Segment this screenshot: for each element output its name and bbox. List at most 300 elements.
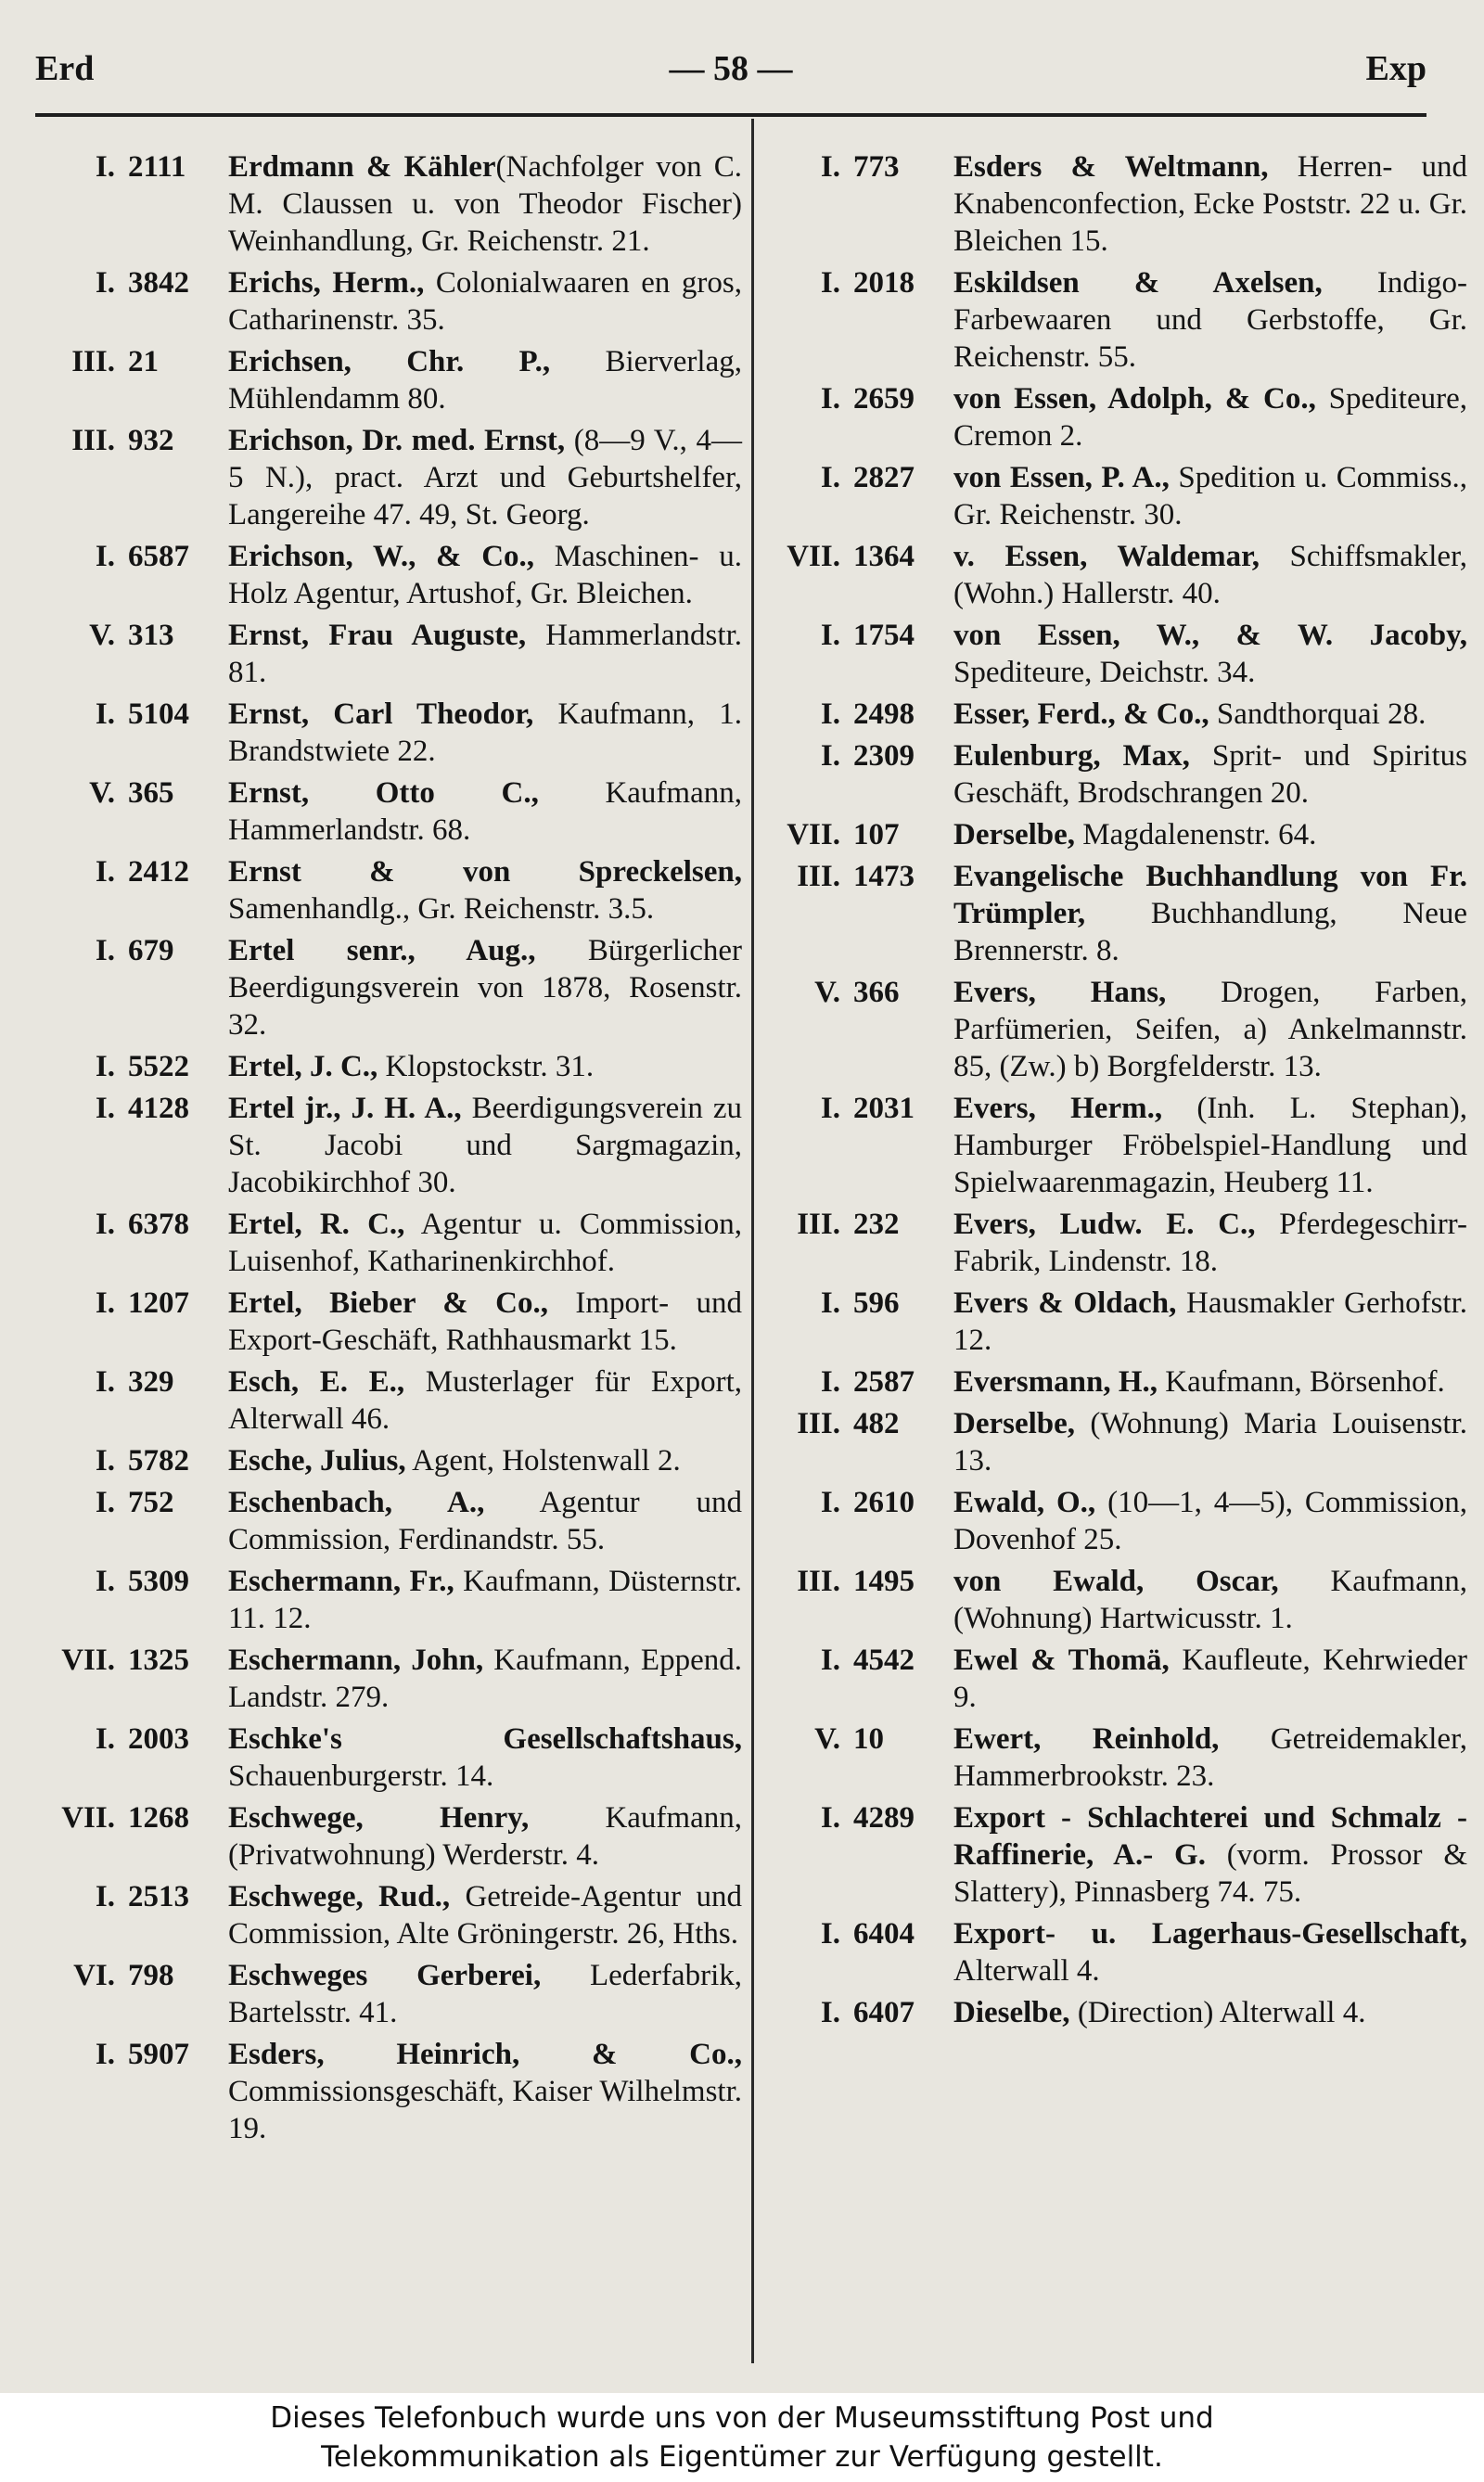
directory-entry: [37, 1642, 742, 1716]
directory-entry: [37, 696, 742, 770]
phone-number: [762, 858, 953, 895]
entry-details: Agent, Holstenwall 2.: [405, 1444, 681, 1478]
entry-details: Agentur und Commission, Ferdinandstr. 55.: [228, 1486, 742, 1556]
entry-details: Kaufmann, (Privatwohnung) Werderstr. 4.: [228, 1801, 742, 1872]
subscriber-name: Ernst & von Spreckelsen,: [228, 855, 742, 889]
entry-description: [228, 1563, 742, 1637]
entry-details: Kaufmann, Hammerlandstr. 68.: [228, 776, 742, 847]
subscriber-number: 773: [853, 150, 900, 184]
subscriber-name: Ertel, R. C.,: [228, 1208, 405, 1241]
directory-entry: [762, 974, 1467, 1085]
exchange-district: I.: [95, 1486, 115, 1519]
exchange-district: I.: [95, 1880, 115, 1913]
phone-number: [762, 1642, 953, 1679]
subscriber-name: Esser, Ferd., & Co.,: [953, 697, 1209, 731]
subscriber-number: 5907: [128, 2038, 189, 2071]
phone-number: [762, 1915, 953, 1952]
entry-description: [228, 1048, 742, 1085]
subscriber-number: 2309: [853, 739, 915, 773]
directory-entry: [762, 459, 1467, 533]
entry-details: Bierverlag, Mühlendamm 80.: [228, 345, 742, 416]
directory-entry: [37, 1442, 742, 1479]
phone-number: [37, 343, 228, 380]
subscriber-number: 4542: [853, 1644, 915, 1677]
phone-number: [37, 1484, 228, 1521]
entry-description: [953, 1994, 1467, 2031]
exchange-district: I.: [820, 461, 840, 494]
directory-entry: [37, 422, 742, 533]
subscriber-name: von Ewald, Oscar,: [953, 1565, 1279, 1598]
exchange-district: I.: [820, 1996, 840, 2029]
exchange-district: I.: [95, 1365, 115, 1399]
entry-description: [228, 343, 742, 417]
subscriber-name: Ertel senr., Aug.,: [228, 934, 536, 967]
subscriber-number: 1207: [128, 1286, 189, 1320]
phone-number: [762, 696, 953, 733]
footer-line-2: Telekommunikation als Eigentümer zur Verfügung gestellt.: [321, 2440, 1163, 2474]
footer-notice: [0, 2393, 1484, 2482]
entry-details: Kaufmann, Düsternstr. 11. 12.: [228, 1565, 742, 1635]
phone-number: [37, 1878, 228, 1915]
subscriber-number: 5309: [128, 1565, 189, 1598]
subscriber-name: Eschenbach, A.,: [228, 1486, 485, 1519]
exchange-district: VII.: [61, 1644, 115, 1677]
subscriber-name: Ertel jr., J. H. A.,: [228, 1092, 462, 1125]
exchange-district: I.: [820, 150, 840, 184]
subscriber-number: 2498: [853, 697, 915, 731]
phone-number: [37, 774, 228, 812]
subscriber-name: Ernst, Otto C.,: [228, 776, 539, 810]
directory-entry: [762, 1363, 1467, 1401]
subscriber-name: Eschermann, John,: [228, 1644, 484, 1677]
entry-details: Spedition u. Commiss., Gr. Reichenstr. 30.: [953, 461, 1467, 531]
header-left-keyword: Erd: [35, 49, 95, 88]
subscriber-number: 2659: [853, 382, 915, 416]
subscriber-name: Eschermann, Fr.,: [228, 1565, 454, 1598]
exchange-district: I.: [95, 855, 115, 889]
subscriber-name: Esche, Julius,: [228, 1444, 406, 1478]
directory-entry: [762, 380, 1467, 454]
entry-description: [228, 853, 742, 928]
subscriber-name: Evers, Ludw. E. C.,: [953, 1208, 1256, 1241]
entry-description: [953, 1206, 1467, 1280]
subscriber-name: Esders & Weltmann,: [953, 150, 1269, 184]
entry-description: [228, 422, 742, 533]
subscriber-name: Ewert, Reinhold,: [953, 1722, 1220, 1756]
phone-number: [37, 1363, 228, 1401]
entry-description: [228, 1363, 742, 1438]
entry-description: [228, 617, 742, 691]
phone-number: [762, 737, 953, 774]
subscriber-name: Ertel, J. C.,: [228, 1050, 378, 1083]
directory-entry: [37, 343, 742, 417]
directory-entry: [37, 853, 742, 928]
subscriber-name: Erichson, W., & Co.,: [228, 540, 535, 573]
phone-number: [37, 422, 228, 459]
subscriber-name: Eschwege, Rud.,: [228, 1880, 451, 1913]
exchange-district: I.: [95, 150, 115, 184]
entry-details: Magdalenenstr. 64.: [1075, 818, 1317, 851]
directory-entry: [762, 1799, 1467, 1911]
subscriber-name: Evers, Hans,: [953, 976, 1167, 1009]
subscriber-number: 107: [853, 818, 900, 851]
subscriber-number: 5104: [128, 697, 189, 731]
directory-entry: [37, 617, 742, 691]
subscriber-number: 10: [853, 1722, 884, 1756]
subscriber-number: 3842: [128, 266, 189, 300]
subscriber-number: 6378: [128, 1208, 189, 1241]
entry-description: [953, 459, 1467, 533]
directory-entry: [37, 1090, 742, 1201]
header-right-keyword: Exp: [1365, 49, 1426, 88]
phone-number: [762, 1285, 953, 1322]
subscriber-name: Eschke's Gesellschaftshaus,: [228, 1722, 742, 1756]
phone-number: [37, 148, 228, 186]
directory-entry: [762, 1915, 1467, 1989]
phone-number: [37, 696, 228, 733]
exchange-district: I.: [95, 1286, 115, 1320]
phone-number: [37, 1048, 228, 1085]
exchange-district: V.: [814, 976, 840, 1009]
exchange-district: I.: [95, 1208, 115, 1241]
entry-details: (Wohnung) Maria Louisenstr. 13.: [953, 1407, 1467, 1478]
exchange-district: III.: [797, 860, 840, 893]
phone-number: [37, 1442, 228, 1479]
directory-entry: [762, 1206, 1467, 1280]
directory-entry: [37, 1799, 742, 1874]
subscriber-name: Eskildsen & Axelsen,: [953, 266, 1323, 300]
directory-entry: [37, 1285, 742, 1359]
entry-details: Kaufmann, 1. Brandstwiete 22.: [228, 697, 742, 768]
phone-number: [762, 1994, 953, 2031]
entry-details: Getreide-Agentur und Commission, Alte Gröningerstr. 26, Hths.: [228, 1880, 742, 1951]
directory-entry: [762, 1994, 1467, 2031]
subscriber-number: 1754: [853, 619, 915, 652]
directory-entry: [762, 1285, 1467, 1359]
entry-description: [228, 1878, 742, 1952]
entry-description: [953, 1484, 1467, 1558]
phone-number: [762, 1206, 953, 1243]
entry-description: [953, 858, 1467, 969]
exchange-district: I.: [95, 266, 115, 300]
page-number: — 58 —: [669, 49, 793, 88]
phone-number: [37, 1642, 228, 1679]
entry-details: Indigo-Farbewaaren und Gerbstoffe, Gr. Reichenstr. 55.: [953, 266, 1467, 374]
exchange-district: I.: [820, 619, 840, 652]
subscriber-number: 798: [128, 1959, 174, 1992]
entry-details: Samenhandlg., Gr. Reichenstr. 3.5.: [228, 892, 655, 926]
subscriber-number: 366: [853, 976, 900, 1009]
entry-description: [953, 816, 1467, 853]
page-header: [35, 48, 1426, 113]
phone-number: [762, 1363, 953, 1401]
entry-description: [228, 148, 742, 260]
subscriber-number: 5782: [128, 1444, 189, 1478]
subscriber-name: Ernst, Frau Auguste,: [228, 619, 527, 652]
exchange-district: I.: [95, 1444, 115, 1478]
directory-entry: [37, 1048, 742, 1085]
phone-number: [762, 264, 953, 301]
directory-entry: [762, 696, 1467, 733]
phone-number: [762, 1484, 953, 1521]
entry-description: [228, 1090, 742, 1201]
exchange-district: I.: [820, 697, 840, 731]
phone-number: [37, 2036, 228, 2073]
subscriber-name: von Essen, P. A.,: [953, 461, 1170, 494]
exchange-district: III.: [71, 345, 115, 378]
exchange-district: I.: [820, 1486, 840, 1519]
exchange-district: VII.: [61, 1801, 115, 1835]
entry-details: (vorm. Prossor & Slattery), Pinnasberg 74. 75.: [953, 1838, 1467, 1909]
phone-number: [762, 1563, 953, 1600]
entry-description: [953, 148, 1467, 260]
entry-details: (Direction) Alterwall 4.: [1069, 1996, 1366, 2029]
phone-number: [762, 816, 953, 853]
directory-entry: [762, 1563, 1467, 1637]
directory-entry: [37, 538, 742, 612]
entry-details: (Nachfolger von C. M. Claussen u. von Theodor Fischer) Weinhandlung, Gr. Reichenstr. 21.: [228, 150, 742, 258]
phone-number: [762, 380, 953, 417]
entry-description: [953, 1915, 1467, 1989]
directory-entry: [37, 2036, 742, 2147]
entry-description: [953, 974, 1467, 1085]
phone-number: [37, 853, 228, 890]
phone-number: [37, 932, 228, 969]
directory-entry: [762, 1721, 1467, 1795]
exchange-district: I.: [95, 1050, 115, 1083]
subscriber-name: Ewel & Thomä,: [953, 1644, 1170, 1677]
entry-details: Hausmakler Gerhofstr. 12.: [953, 1286, 1467, 1357]
directory-entry: [37, 1878, 742, 1952]
directory-entry: [37, 148, 742, 260]
entry-description: [953, 264, 1467, 376]
subscriber-name: Erichson, Dr. med. Ernst,: [228, 424, 566, 457]
phone-number: [37, 1799, 228, 1836]
exchange-district: I.: [820, 1092, 840, 1125]
exchange-district: V.: [814, 1722, 840, 1756]
subscriber-number: 6404: [853, 1917, 915, 1951]
exchange-district: I.: [95, 934, 115, 967]
directory-entry: [37, 1721, 742, 1795]
directory-entry: [762, 538, 1467, 612]
phone-number: [37, 1563, 228, 1600]
phone-number: [37, 1721, 228, 1758]
subscriber-name: Erichs, Herm.,: [228, 266, 425, 300]
subscriber-name: Eschwege, Henry,: [228, 1801, 530, 1835]
phone-number: [37, 617, 228, 654]
entry-details: Maschinen- u. Holz Agentur, Artushof, Gr. Bleichen.: [228, 540, 742, 610]
entry-description: [953, 1405, 1467, 1479]
directory-entry: [762, 737, 1467, 812]
entry-description: [228, 1484, 742, 1558]
exchange-district: III.: [797, 1565, 840, 1598]
entry-details: Kaufmann, Börsenhof.: [1158, 1365, 1445, 1399]
phone-number: [762, 1090, 953, 1127]
entry-description: [228, 1442, 742, 1479]
exchange-district: I.: [95, 2038, 115, 2071]
directory-entry: [762, 617, 1467, 691]
entry-details: Pferdegeschirr-Fabrik, Lindenstr. 18.: [953, 1208, 1467, 1278]
subscriber-number: 313: [128, 619, 174, 652]
entry-description: [228, 696, 742, 770]
exchange-district: I.: [820, 739, 840, 773]
subscriber-number: 596: [853, 1286, 900, 1320]
entry-details: Spediteure, Deichstr. 34.: [953, 656, 1256, 689]
entry-description: [953, 380, 1467, 454]
exchange-district: I.: [820, 1365, 840, 1399]
subscriber-number: 2018: [853, 266, 915, 300]
directory-entry: [762, 1642, 1467, 1716]
exchange-district: I.: [820, 382, 840, 416]
entry-details: Herren- und Knabenconfection, Ecke Poststr. 22 u. Gr. Bleichen 15.: [953, 150, 1468, 258]
entry-details: Klopstockstr. 31.: [377, 1050, 595, 1083]
entry-details: Beerdigungsverein zu St. Jacobi und Sargmagazin, Jacobikirchhof 30.: [228, 1092, 743, 1199]
subscriber-name: Evangelische Buchhandlung von Fr. Trümpler,: [953, 860, 1467, 930]
subscriber-number: 5522: [128, 1050, 189, 1083]
subscriber-number: 4289: [853, 1801, 915, 1835]
subscriber-number: 1268: [128, 1801, 189, 1835]
directory-entry: [37, 1206, 742, 1280]
subscriber-name: Dieselbe,: [953, 1996, 1070, 2029]
entry-details: Sprit- und Spiritus Geschäft, Brodschrangen 20.: [953, 739, 1467, 810]
entry-description: [953, 1799, 1467, 1911]
entry-description: [228, 774, 742, 849]
subscriber-name: Eulenburg, Max,: [953, 739, 1190, 773]
subscriber-number: 365: [128, 776, 174, 810]
entry-details: Getreidemakler, Hammerbrookstr. 23.: [953, 1722, 1467, 1793]
directory-entry: [762, 858, 1467, 969]
subscriber-name: Ernst, Carl Theodor,: [228, 697, 534, 731]
subscriber-name: Eversmann, H.,: [953, 1365, 1158, 1399]
entry-details: Commissionsgeschäft, Kaiser Wilhelmstr. 19.: [228, 2075, 742, 2145]
exchange-district: I.: [820, 1644, 840, 1677]
phone-number: [37, 264, 228, 301]
entry-description: [228, 538, 742, 612]
entry-details: Kaufmann, (Wohnung) Hartwicusstr. 1.: [953, 1565, 1467, 1635]
phone-number: [37, 1285, 228, 1322]
subscriber-number: 2003: [128, 1722, 189, 1756]
entry-description: [953, 737, 1467, 812]
directory-entry: [37, 1484, 742, 1558]
right-column: [762, 148, 1467, 2036]
header-rule: [35, 113, 1426, 117]
exchange-district: VII.: [787, 540, 840, 573]
exchange-district: I.: [95, 697, 115, 731]
subscriber-name: Evers & Oldach,: [953, 1286, 1177, 1320]
directory-entry: [37, 264, 742, 339]
entry-details: Spediteure, Cremon 2.: [953, 382, 1468, 453]
subscriber-name: Ertel, Bieber & Co.,: [228, 1286, 548, 1320]
directory-entry: [762, 1405, 1467, 1479]
entry-details: (10—1, 4—5), Commission, Dovenhof 25.: [953, 1486, 1467, 1556]
subscriber-name: Ewald, O.,: [953, 1486, 1096, 1519]
subscriber-name: Derselbe,: [953, 818, 1076, 851]
entry-description: [953, 696, 1467, 733]
subscriber-number: 932: [128, 424, 174, 457]
entry-details: Schiffsmakler, (Wohn.) Hallerstr. 40.: [953, 540, 1467, 610]
column-divider: [751, 119, 754, 2363]
phone-number: [762, 538, 953, 575]
entry-details: Bürgerlicher Beerdigungsverein von 1878, Rosenstr. 32.: [228, 934, 742, 1042]
entry-description: [953, 1563, 1467, 1637]
entry-description: [228, 1285, 742, 1359]
subscriber-name: Evers, Herm.,: [953, 1092, 1163, 1125]
subscriber-name: Export - Schlachterei und Schmalz - Raffinerie, A.- G.: [953, 1801, 1467, 1872]
entry-details: (Inh. L. Stephan), Hamburger Fröbelspiel-Handlung und Spielwaarenmagazin, Heuberg 11.: [953, 1092, 1467, 1199]
phone-number: [762, 974, 953, 1011]
entry-description: [228, 2036, 742, 2147]
phone-number: [762, 459, 953, 496]
footer-line-1: Dieses Telefonbuch wurde uns von der Museumsstiftung Post und: [270, 2401, 1214, 2435]
entry-description: [228, 1799, 742, 1874]
phone-number: [762, 148, 953, 186]
subscriber-number: 2111: [128, 150, 186, 184]
subscriber-number: 329: [128, 1365, 174, 1399]
phone-number: [762, 1799, 953, 1836]
entry-description: [953, 1363, 1467, 1401]
directory-entry: [762, 264, 1467, 376]
entry-description: [228, 1957, 742, 2031]
entry-description: [953, 617, 1467, 691]
phone-number: [762, 1405, 953, 1442]
subscriber-name: Export- u. Lagerhaus-Gesellschaft,: [953, 1917, 1467, 1951]
subscriber-number: 2412: [128, 855, 189, 889]
subscriber-name: Esch, E. E.,: [228, 1365, 405, 1399]
entry-details: Buchhandlung, Neue Brennerstr. 8.: [953, 897, 1467, 967]
entry-details: Alterwall 4.: [953, 1954, 1100, 1988]
subscriber-name: Eschweges Gerberei,: [228, 1959, 542, 1992]
entry-details: Schauenburgerstr. 14.: [228, 1759, 494, 1793]
exchange-district: I.: [820, 1801, 840, 1835]
exchange-district: I.: [820, 1917, 840, 1951]
subscriber-number: 1473: [853, 860, 915, 893]
exchange-district: III.: [797, 1407, 840, 1440]
subscriber-number: 1364: [853, 540, 915, 573]
subscriber-number: 21: [128, 345, 159, 378]
entry-details: Kaufleute, Kehrwieder 9.: [953, 1644, 1467, 1714]
phone-number: [37, 1206, 228, 1243]
directory-entry: [37, 774, 742, 849]
subscriber-name: Erichsen, Chr. P.,: [228, 345, 551, 378]
entry-description: [953, 1721, 1467, 1795]
phone-number: [37, 1957, 228, 1994]
entry-details: Colonialwaaren en gros, Catharinenstr. 35.: [228, 266, 743, 337]
directory-entry: [762, 148, 1467, 260]
directory-entry: [37, 932, 742, 1043]
subscriber-number: 2513: [128, 1880, 189, 1913]
entry-description: [228, 1721, 742, 1795]
subscriber-number: 2827: [853, 461, 915, 494]
directory-entry: [762, 1484, 1467, 1558]
phone-number: [37, 1090, 228, 1127]
exchange-district: VI.: [73, 1959, 115, 1992]
subscriber-number: 1495: [853, 1565, 915, 1598]
subscriber-number: 752: [128, 1486, 174, 1519]
entry-details: Musterlager für Export, Alterwall 46.: [228, 1365, 742, 1436]
entry-description: [953, 1090, 1467, 1201]
exchange-district: I.: [820, 1286, 840, 1320]
entry-description: [228, 932, 742, 1043]
entry-details: Drogen, Farben, Parfümerien, Seifen, a) Ankelmannstr. 85, (Zw.) b) Borgfelderstr. 13.: [953, 976, 1467, 1083]
subscriber-number: 4128: [128, 1092, 189, 1125]
entry-details: Lederfabrik, Bartelsstr. 41.: [228, 1959, 742, 2029]
entry-description: [228, 264, 742, 339]
subscriber-number: 232: [853, 1208, 900, 1241]
entry-description: [953, 538, 1467, 612]
entry-details: Kaufmann, Eppend. Landstr. 279.: [228, 1644, 742, 1714]
exchange-district: I.: [95, 1565, 115, 1598]
exchange-district: I.: [820, 266, 840, 300]
